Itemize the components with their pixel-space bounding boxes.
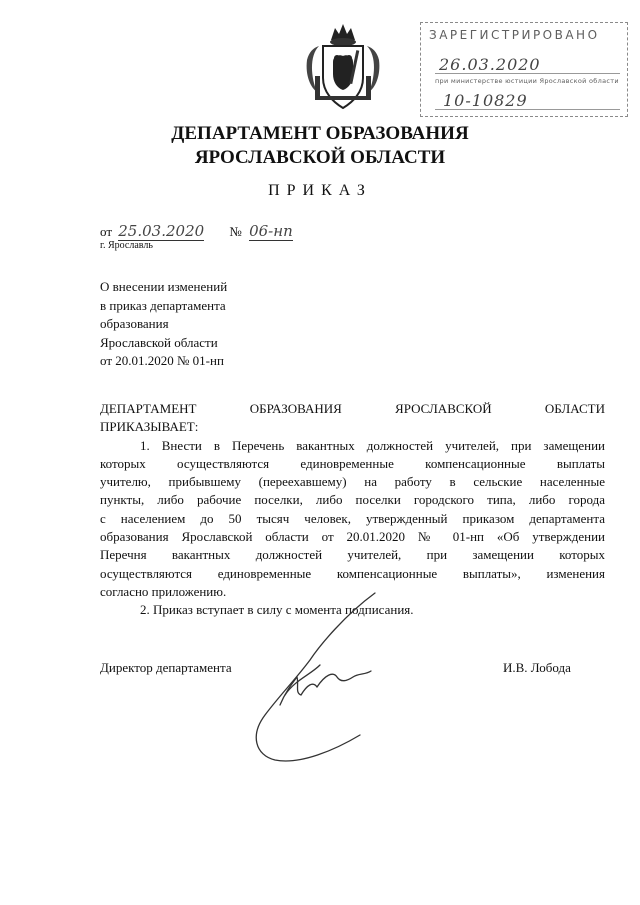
signatory-name: И.В. Лобода (503, 660, 571, 675)
number-label: № (229, 224, 242, 239)
stamp-divider (435, 73, 620, 74)
department-name (0, 122, 640, 170)
order-number: 06-нп (249, 222, 293, 240)
stamp-divider (435, 109, 620, 110)
stamp-number: 10-10829 (443, 91, 528, 110)
subject-line: Ярославской области (100, 334, 218, 350)
body-line: ДЕПАРТАМЕНТ ОБРАЗОВАНИЯ ЯРОСЛАВСКОЙ ОБЛАСТИ (100, 401, 605, 416)
subject-line: от 20.01.2020 № 01-нп (100, 353, 224, 368)
coat-of-arms-emblem (297, 16, 389, 116)
stamp-title: ЗАРЕГИСТРИРОВАНО (429, 28, 600, 42)
from-label: от (100, 224, 113, 239)
stamp-note: при министерстве юстиции Ярославской области (435, 77, 619, 85)
subject-line: О внесении изменений (100, 279, 228, 294)
body-line: учителю, прибывшему (переехавшему) на работу в сельские населенные (100, 474, 605, 490)
signatory-position: Директор департамента (100, 660, 232, 675)
subject-line: образования (100, 316, 169, 331)
body-line: 2. Приказ вступает в силу с момента подписания. (140, 602, 414, 618)
stamp-date: 26.03.2020 (439, 55, 541, 74)
registration-stamp (420, 22, 628, 117)
order-date-number-line (100, 222, 293, 240)
document-type-title: ПРИКАЗ (268, 182, 372, 199)
body-line: ПРИКАЗЫВАЕТ: (100, 419, 199, 435)
body-line: Перечня вакантных должностей учителей, при замещении которых (100, 547, 605, 563)
order-date: 25.03.2020 (118, 222, 205, 240)
order-subject (100, 278, 290, 371)
department-name-line: ЯРОСЛАВСКОЙ ОБЛАСТИ (194, 147, 446, 168)
body-line: которых осуществляются единовременные компенсационные выплаты (100, 455, 605, 471)
body-line: согласно приложению. (100, 583, 227, 599)
body-line: осуществляются единовременные компенсационные выплаты», изменения (100, 565, 605, 581)
body-line: пункты, либо рабочие поселки, либо поселки городского типа, либо города (100, 492, 605, 508)
subject-line: в приказ департамента (100, 297, 226, 313)
city: г. Ярославль (100, 240, 153, 251)
body-line: с населением до 50 тысяч человек, утвержденный приказом департамента (100, 510, 605, 526)
body-line: образования Ярославской области от 20.01.2020 № 01-нп «Об утверждении (100, 529, 605, 545)
handwritten-signature (225, 585, 405, 785)
body-line: 1. Внести в Перечень вакантных должностей учителей, при замещении (140, 437, 605, 453)
department-name-line: ДЕПАРТАМЕНТ ОБРАЗОВАНИЯ (171, 123, 469, 144)
